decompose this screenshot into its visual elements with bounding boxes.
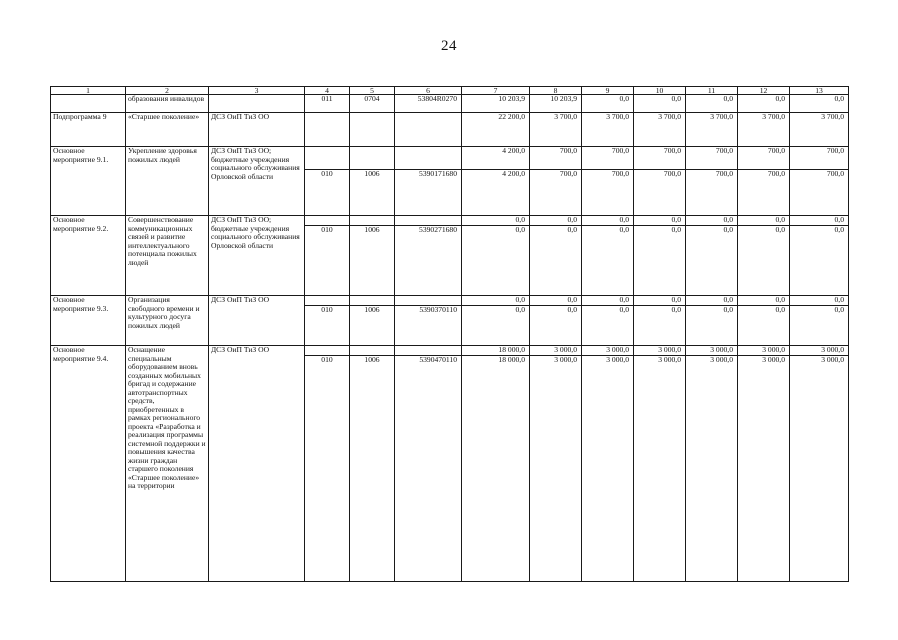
header-cell: 6 xyxy=(395,87,462,95)
cell-csr: 53804R0270 xyxy=(395,95,462,113)
cell-value: 0,0 xyxy=(634,95,686,113)
cell-grbs: 010 xyxy=(305,226,350,296)
cell-value: 700,0 xyxy=(738,147,790,170)
cell-value: 0,0 xyxy=(738,296,790,306)
table-row-subprogram xyxy=(51,113,849,147)
cell-value: 3 000,0 xyxy=(790,356,849,582)
cell-value: 700,0 xyxy=(790,147,849,170)
cell-empty xyxy=(350,147,395,170)
cell-value: 0,0 xyxy=(634,216,686,226)
cell-csr: 5390171680 xyxy=(395,170,462,216)
cell-empty xyxy=(350,296,395,306)
cell-value: 3 000,0 xyxy=(738,356,790,582)
cell-value: 0,0 xyxy=(530,306,582,346)
cell-value: 3 700,0 xyxy=(582,113,634,147)
cell-value: 0,0 xyxy=(462,226,530,296)
cell-empty xyxy=(209,95,305,113)
cell-rzpr: 1006 xyxy=(350,170,395,216)
cell-value: 0,0 xyxy=(686,226,738,296)
cell-value: 0,0 xyxy=(634,226,686,296)
cell-value: 10 203,9 xyxy=(462,95,530,113)
cell-value: 0,0 xyxy=(790,95,849,113)
table-row-activity-9-2-total xyxy=(51,216,849,226)
cell-csr: 5390271680 xyxy=(395,226,462,296)
cell-value: 3 700,0 xyxy=(738,113,790,147)
cell-grbs: 011 xyxy=(305,95,350,113)
cell-value: 0,0 xyxy=(686,95,738,113)
cell-value: 0,0 xyxy=(686,306,738,346)
cell-value: 3 000,0 xyxy=(686,356,738,582)
cell-value: 0,0 xyxy=(582,216,634,226)
cell-value: 0,0 xyxy=(582,95,634,113)
cell-empty xyxy=(395,346,462,356)
cell-value: 0,0 xyxy=(582,296,634,306)
header-cell: 12 xyxy=(738,87,790,95)
cell-value: 18 000,0 xyxy=(462,346,530,356)
cell-executor: ДСЗ ОиП ТиЗ ОО; бюджетные учреждения социального обслуживания Орловской области xyxy=(209,216,305,296)
cell-rzpr: 1006 xyxy=(350,356,395,582)
cell-value: 0,0 xyxy=(738,216,790,226)
cell-empty xyxy=(395,296,462,306)
cell-executor: ДСЗ ОиП ТиЗ ОО xyxy=(209,113,305,147)
cell-empty xyxy=(350,113,395,147)
cell-rzpr: 1006 xyxy=(350,226,395,296)
cell-value: 0,0 xyxy=(530,216,582,226)
cell-grbs: 010 xyxy=(305,306,350,346)
header-cell: 4 xyxy=(305,87,350,95)
cell-value: 0,0 xyxy=(790,296,849,306)
cell-empty xyxy=(395,147,462,170)
header-cell: 9 xyxy=(582,87,634,95)
cell-value: 700,0 xyxy=(634,170,686,216)
cell-value: 10 203,9 xyxy=(530,95,582,113)
cell-value: 3 000,0 xyxy=(530,356,582,582)
cell-value: 700,0 xyxy=(582,170,634,216)
cell-value: 3 000,0 xyxy=(738,346,790,356)
cell-rzpr: 0704 xyxy=(350,95,395,113)
cell-executor: ДСЗ ОиП ТиЗ ОО xyxy=(209,296,305,346)
cell-name: образования инвалидов xyxy=(126,95,209,113)
cell-value: 0,0 xyxy=(462,306,530,346)
cell-value: 0,0 xyxy=(462,216,530,226)
table-row-continued xyxy=(51,95,849,113)
cell-empty xyxy=(305,296,350,306)
cell-value: 0,0 xyxy=(634,296,686,306)
header-cell: 7 xyxy=(462,87,530,95)
cell-value: 3 000,0 xyxy=(634,346,686,356)
cell-value: 0,0 xyxy=(530,296,582,306)
header-cell: 13 xyxy=(790,87,849,95)
cell-value: 3 700,0 xyxy=(686,113,738,147)
cell-csr: 5390370110 xyxy=(395,306,462,346)
cell-value: 3 700,0 xyxy=(790,113,849,147)
header-cell: 5 xyxy=(350,87,395,95)
table-row-activity-9-4-total xyxy=(51,346,849,356)
header-cell: 3 xyxy=(209,87,305,95)
cell-value: 3 000,0 xyxy=(530,346,582,356)
table-row-activity-9-1-total xyxy=(51,147,849,170)
cell-value: 700,0 xyxy=(530,170,582,216)
cell-value: 18 000,0 xyxy=(462,356,530,582)
cell-value: 3 700,0 xyxy=(530,113,582,147)
cell-grbs: 010 xyxy=(305,170,350,216)
cell-empty xyxy=(350,216,395,226)
cell-empty xyxy=(395,113,462,147)
cell-value: 700,0 xyxy=(686,147,738,170)
cell-csr: 5390470110 xyxy=(395,356,462,582)
cell-value: 3 700,0 xyxy=(634,113,686,147)
cell-status: Основное мероприятие 9.1. xyxy=(51,147,126,216)
cell-value: 700,0 xyxy=(686,170,738,216)
cell-value: 22 200,0 xyxy=(462,113,530,147)
header-cell: 8 xyxy=(530,87,582,95)
cell-value: 700,0 xyxy=(530,147,582,170)
cell-empty xyxy=(305,147,350,170)
cell-value: 700,0 xyxy=(634,147,686,170)
cell-value: 0,0 xyxy=(790,216,849,226)
cell-value: 3 000,0 xyxy=(634,356,686,582)
cell-empty xyxy=(395,216,462,226)
cell-value: 0,0 xyxy=(686,216,738,226)
cell-status: Подпрограмма 9 xyxy=(51,113,126,147)
cell-value: 4 200,0 xyxy=(462,170,530,216)
cell-empty xyxy=(350,346,395,356)
cell-status: Основное мероприятие 9.2. xyxy=(51,216,126,296)
cell-value: 700,0 xyxy=(582,147,634,170)
cell-value: 0,0 xyxy=(738,226,790,296)
header-cell: 10 xyxy=(634,87,686,95)
cell-name: «Старшее поколение» xyxy=(126,113,209,147)
cell-name: Оснащение специальным оборудованием вновь созданных мобильных бригад и содержание автотранспортных средств, приобретенных в рамках регионального проекта «Разработка и реализация программы системной поддержки и повышения качества жизни граждан старшего поколения «Старшее поколение» на территории xyxy=(126,346,209,582)
cell-value: 0,0 xyxy=(582,306,634,346)
cell-value: 4 200,0 xyxy=(462,147,530,170)
cell-value: 0,0 xyxy=(530,226,582,296)
cell-value: 0,0 xyxy=(790,306,849,346)
cell-value: 0,0 xyxy=(738,95,790,113)
cell-value: 3 000,0 xyxy=(686,346,738,356)
cell-value: 0,0 xyxy=(582,226,634,296)
cell-value: 0,0 xyxy=(738,306,790,346)
cell-executor: ДСЗ ОиП ТиЗ ОО; бюджетные учреждения социального обслуживания Орловской области xyxy=(209,147,305,216)
header-cell: 2 xyxy=(126,87,209,95)
cell-value: 0,0 xyxy=(790,226,849,296)
cell-name: Организация свободного времени и культурного досуга пожилых людей xyxy=(126,296,209,346)
cell-value: 0,0 xyxy=(686,296,738,306)
cell-rzpr: 1006 xyxy=(350,306,395,346)
cell-value: 0,0 xyxy=(634,306,686,346)
cell-status: Основное мероприятие 9.4. xyxy=(51,346,126,582)
cell-empty xyxy=(305,216,350,226)
header-row xyxy=(51,87,849,95)
header-cell: 1 xyxy=(51,87,126,95)
cell-name: Укрепление здоровья пожилых людей xyxy=(126,147,209,216)
cell-grbs: 010 xyxy=(305,356,350,582)
cell-status: Основное мероприятие 9.3. xyxy=(51,296,126,346)
page-number: 24 xyxy=(441,38,457,54)
cell-value: 0,0 xyxy=(462,296,530,306)
cell-empty xyxy=(305,346,350,356)
cell-value: 3 000,0 xyxy=(582,346,634,356)
cell-value: 700,0 xyxy=(738,170,790,216)
cell-name: Совершенствование коммуникационных связей и развитие интеллектуального потенциала пожилых людей xyxy=(126,216,209,296)
cell-value: 3 000,0 xyxy=(582,356,634,582)
cell-empty xyxy=(305,113,350,147)
budget-table xyxy=(50,86,849,582)
cell-value: 3 000,0 xyxy=(790,346,849,356)
cell-value: 700,0 xyxy=(790,170,849,216)
header-cell: 11 xyxy=(686,87,738,95)
table-row-activity-9-3-total xyxy=(51,296,849,306)
cell-empty xyxy=(51,95,126,113)
cell-executor: ДСЗ ОиП ТиЗ ОО xyxy=(209,346,305,582)
